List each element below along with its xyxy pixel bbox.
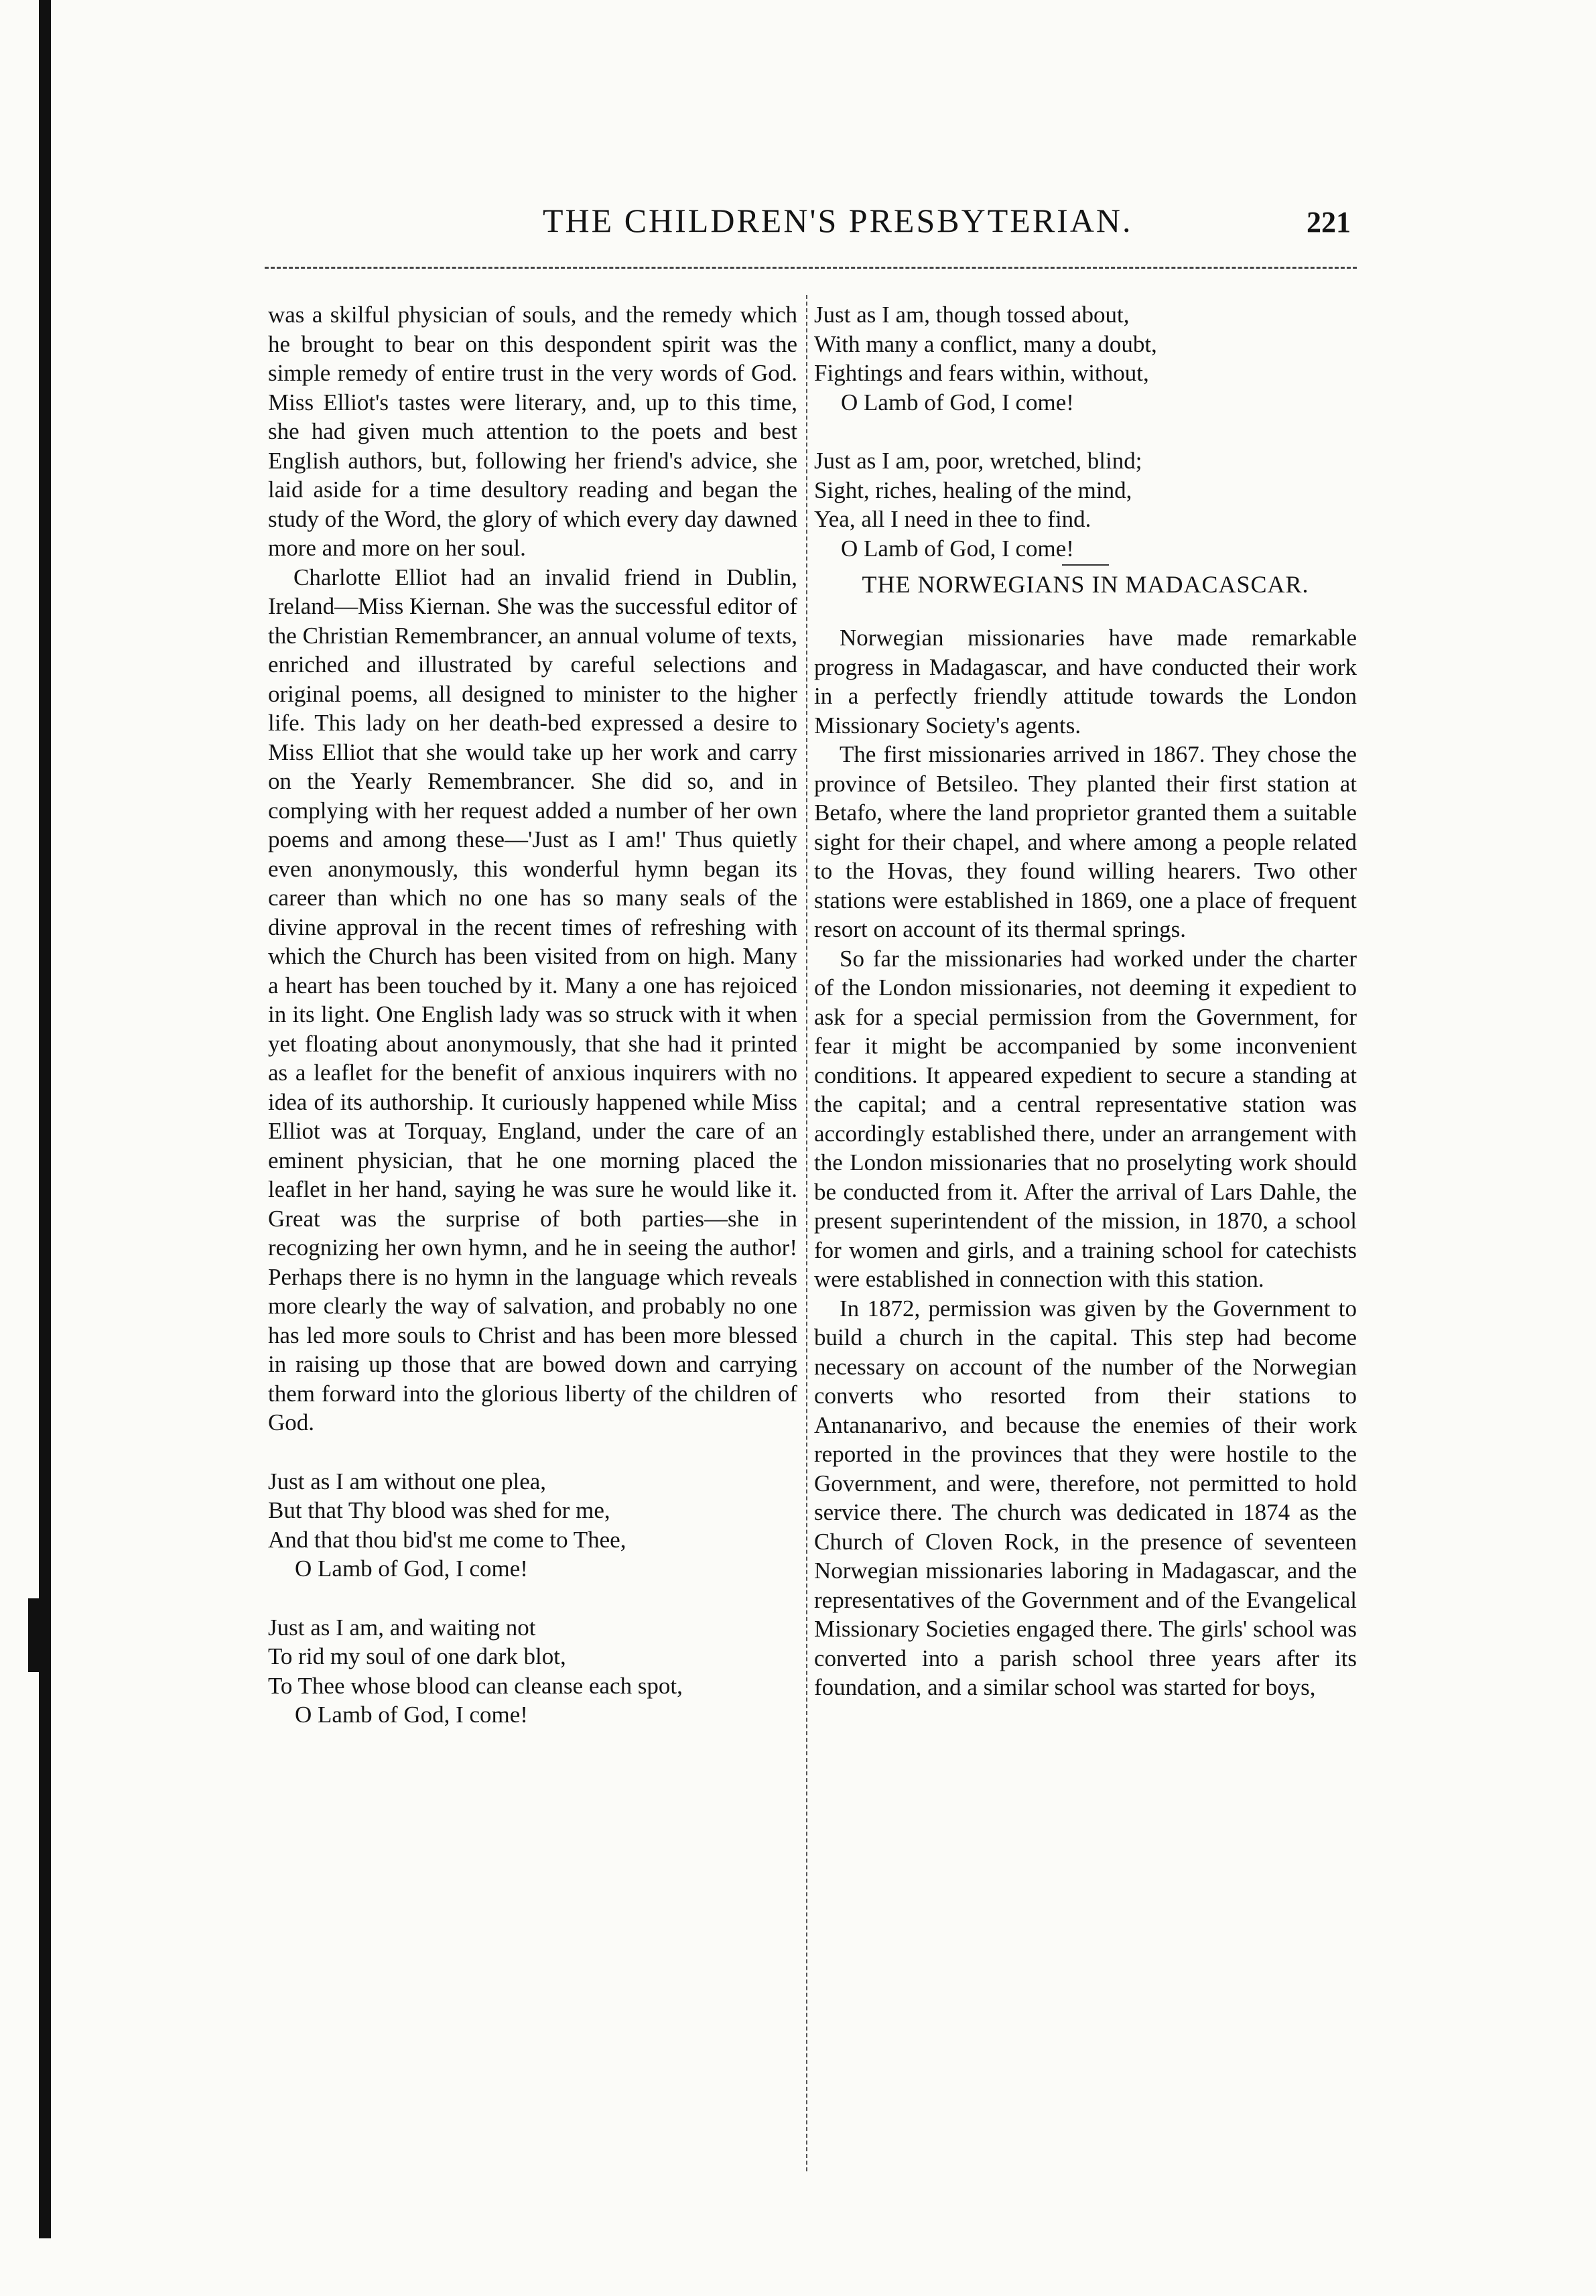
hymn-stanza: [814, 446, 1357, 563]
paragraph: Charlotte Elliot had an invalid friend in Dublin, Ireland—Miss Kiernan. She was the successful editor of the Christian Remembrancer, an annual volume of texts, enriched and illustrated by careful selections and original poems, all designed to minister to the higher life. This lady on her death-bed expressed a desire to Miss Elliot that she would take up her work and carry on the Yearly Remembrancer. She did so, and in complying with her request added a number of her own poems and among these—'Just as I am!' Thus quietly even anonymously, this wonderful hymn began its career than which no one has so many seals of the divine approval in the recent times of refreshing with which the Church has been visited from on high. Many a heart has been touched by it. Many a one has rejoiced in its light. One English lady was so struck with it when yet floating about anonymously, that she had it printed as a leaflet for the benefit of anxious inquirers with no idea of its authorship. It curiously happened while Miss Elliot was at Torquay, England, under the care of an eminent physician, that he one morning placed the leaflet in her hand, saying he was sure he would like it. Great was the surprise of both parties—she in recognizing her own hymn, and he in seeing the author! Perhaps there is no hymn in the language which reveals more clearly the way of salvation, and probably no one has led more souls to Christ and has been more blessed in raising up those that are bowed down and carrying them forward into the glorious liberty of the children of God.: [268, 564, 797, 1436]
stanza-line: But that Thy blood was shed for me,: [268, 1497, 610, 1523]
hymn-stanza: [814, 300, 1357, 417]
right-column: [814, 300, 1357, 1702]
hymn-stanza: [268, 1467, 797, 1584]
stanza-line: Just as I am, though tossed about,: [814, 302, 1130, 328]
stanza-line: And that thou bid'st me come to Thee,: [268, 1526, 626, 1553]
stanza-line: Just as I am without one plea,: [268, 1468, 547, 1494]
paragraph: was a skilful physician of souls, and the remedy which he brought to bear on this despondent spirit was the simple remedy of entire trust in the very words of God. Miss Elliot's tastes were literary, and, up to this time, she had given much attention to the poets and best English authors, but, following her friend's advice, she laid aside for a time desultory reading and began the study of the Word, the glory of which every day dawned more and more on her soul.: [268, 302, 797, 561]
stanza-line: Yea, all I need in thee to find.: [814, 506, 1091, 532]
binding-mark: [28, 1598, 46, 1672]
stanza-line: Fightings and fears within, without,: [814, 360, 1149, 386]
stanza-refrain: O Lamb of God, I come!: [295, 1555, 528, 1582]
stanza-refrain: O Lamb of God, I come!: [841, 389, 1074, 416]
page-number: 221: [1307, 206, 1351, 239]
stanza-line: With many a conflict, many a doubt,: [814, 330, 1157, 357]
section-separator: [1062, 564, 1109, 566]
stanza-refrain: O Lamb of God, I come!: [295, 1702, 528, 1728]
column-divider: [806, 295, 807, 2171]
stanza-line: Sight, riches, healing of the mind,: [814, 476, 1132, 503]
header-rule: [265, 267, 1357, 269]
paragraph: So far the missionaries had worked under the charter of the London missionaries, not deeming it expedient to ask for a special permission from the Government, for fear it might be accompanied by some inconvenient conditions. It appeared expedient to secure a standing at the capital; and a central representative station was accordingly established there, under an arrangement with the London missionaries that no proselyting work should be conducted from it. After the arrival of Lars Dahle, the present superintendent of the mission, in 1870, a school for women and girls, and a training school for catechists were established in connection with this station.: [814, 945, 1357, 1292]
paragraph: In 1872, permission was given by the Government to build a church in the capital. This step had become necessary on account of the number of the Norwegian converts who resorted from their stations to Antananarivo, and because the enemies of their work reported in the provinces that they were hostile to the Government, and were, therefore, not permitted to hold service there. The church was dedicated in 1874 as the Church of Cloven Rock, in the presence of seventeen Norwegian missionaries laboring in Madagascar, and the representatives of the Government and of the Evangelical Missionary Societies engaged there. The girls' school was converted into a parish school three years after its foundation, and a similar school was started for boys,: [814, 1295, 1357, 1700]
stanza-line: To Thee whose blood can cleanse each spot,: [268, 1672, 683, 1699]
stanza-refrain: O Lamb of God, I come!: [841, 535, 1074, 562]
paragraph: The first missionaries arrived in 1867. They chose the province of Betsileo. They planted their first station at Betafo, where the land proprietor granted them a suitable sight for their chapel, and where among a people related to the Hovas, they found willing hearers. Two other stations were established in 1869, one a place of frequent resort on account of its thermal springs.: [814, 741, 1357, 942]
hymn-stanza: [268, 1613, 797, 1730]
stanza-line: Just as I am, poor, wretched, blind;: [814, 448, 1142, 474]
article-title: THE NORWEGIANS IN MADACASCAR.: [862, 571, 1309, 598]
binding-edge: [39, 0, 51, 2238]
paragraph: Norwegian missionaries have made remarkable progress in Madagascar, and have conducted their work in a perfectly friendly attitude towards the London Missionary Society's agents.: [814, 625, 1357, 739]
stanza-line: Just as I am, and waiting not: [268, 1614, 536, 1641]
stanza-line: To rid my soul of one dark blot,: [268, 1643, 566, 1669]
running-header: THE CHILDREN'S PRESBYTERIAN.: [543, 202, 1133, 239]
left-column: [268, 300, 797, 1759]
